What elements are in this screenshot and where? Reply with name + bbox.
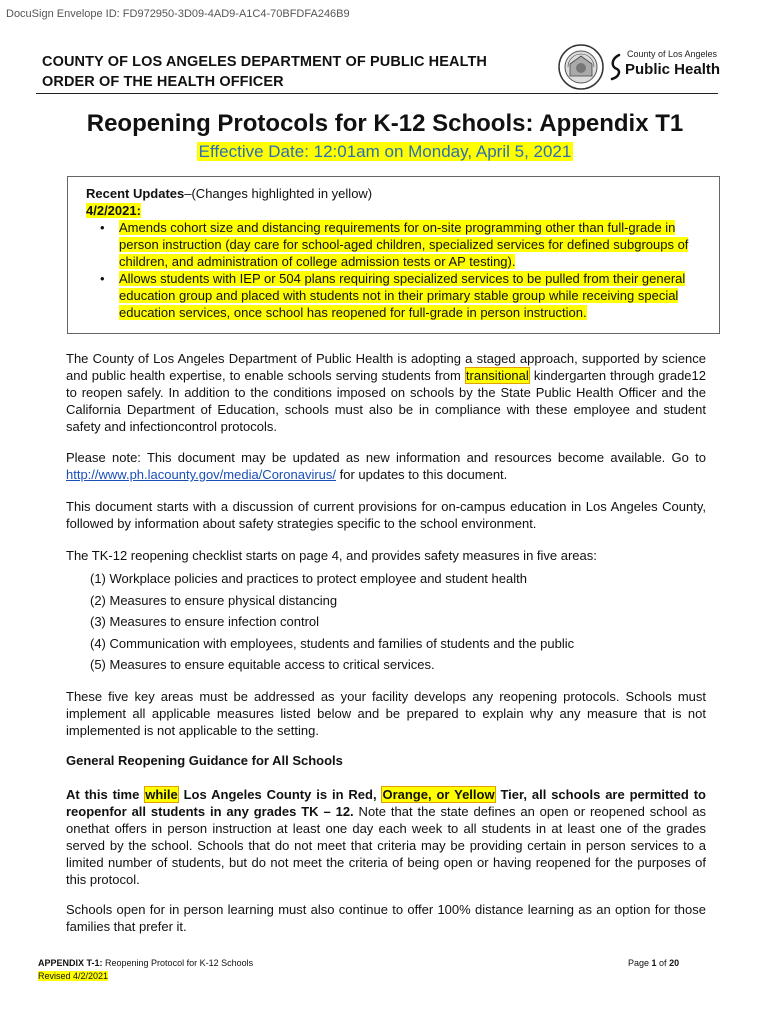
footer-revised (38, 971, 108, 981)
intro-text: The County of Los Angeles Department of Public Health is adopting a staged approach, supported by science and public health expertise, to enable schools serving students from (66, 351, 706, 383)
footer-revised-text: Revised 4/2/2021 (38, 971, 109, 981)
highlight-transitional: transitional (465, 368, 529, 383)
effective-date-text: Effective Date: 12:01am on Monday, April 5, 2021 (198, 142, 572, 161)
tier-text-rest: Note that the state defines an open or reopened school as onethat offers in person instruction at least one day each week to all students in at least one of the grades served by the school. Schools that do not meet that criteria may be providing certain in person services to a limited number of students, but do not meet the criteria of being open or having reopened for the purposes of this protocol. (66, 804, 706, 887)
page-prefix: Page (628, 958, 652, 968)
paragraph-checklist: The TK-12 reopening checklist starts on page 4, and provides safety measures in five areas: (66, 548, 597, 563)
paragraph-note (66, 449, 706, 483)
public-health-logo (609, 47, 721, 87)
intro-text-rest: kindergarten through grade12 to reopen safely. In addition to the conditions imposed on schools by the State Public Health Officer and the California Department of Education, schools must also be in compliance with these employee and student safety and infectioncontrol protocols. (66, 368, 706, 434)
dept-line-2: ORDER OF THE HEALTH OFFICER (42, 74, 284, 90)
footer-page-number (628, 958, 679, 968)
list-item: (4) Communication with employees, students and families of students and the public (90, 635, 575, 651)
paragraph-distance-learning: Schools open for in person learning must also continue to offer 100% distance learning as an option for those families that prefer it. (66, 902, 706, 934)
list-item: (2) Measures to ensure physical distancing (90, 592, 338, 608)
page-num: 1 (651, 958, 657, 968)
update-bullet (86, 219, 716, 270)
updates-heading-rest: –(Changes highlighted in yellow) (184, 186, 373, 201)
effective-date (0, 142, 770, 162)
county-seal-icon (558, 44, 604, 90)
tier-bold-1: At this time (66, 787, 145, 802)
recent-updates-box (67, 176, 720, 334)
update-bullet (86, 270, 716, 321)
updates-date (86, 202, 716, 219)
tier-bold-2: Los Angeles County is in Red, (178, 787, 382, 802)
tier-bold-3: Tier, all schools are permitted to reopenfor all students in any grades TK – 12. (66, 787, 706, 819)
update-bullet-text: Allows students with IEP or 504 plans requiring specialized services to be pulled from their general education group and placed with students not in their primary stable group while receiving special education services, once school has reopened for full-grade in person instruction. (119, 271, 686, 320)
coronavirus-link[interactable]: http://www.ph.lacounty.gov/media/Coronavirus/ (66, 467, 337, 482)
paragraph-intro (66, 350, 706, 435)
updates-heading-bold: Recent Updates (86, 186, 185, 201)
areas-list (90, 568, 574, 676)
page-total: 20 (669, 958, 680, 968)
department-header (42, 52, 487, 92)
footer-appendix-text: Reopening Protocol for K-12 Schools (102, 958, 254, 968)
list-item: (5) Measures to ensure equitable access to critical services. (90, 657, 435, 672)
note-text: Please note: This document may be updated as new information and resources become available. Go to (66, 450, 706, 465)
update-bullet-text: Amends cohort size and distancing requirements for on-site programming other than full-grade in person instruction (day care for school-aged children, specialized services for defined subgroups of children, and administration of college admission tests or AP testing). (119, 220, 689, 269)
paragraph-discussion: This document starts with a discussion of current provisions for on-campus education in Los Angeles County, followed by information about safety strategies specific to the school environment. (66, 499, 706, 531)
logo-small-text: County of Los Angeles (627, 49, 718, 59)
footer-appendix-bold: APPENDIX T-1: (38, 958, 103, 968)
footer-appendix (38, 958, 253, 968)
paragraph-tier (66, 786, 706, 888)
bullet-icon: • (100, 271, 105, 286)
list-item: (1) Workplace policies and practices to protect employee and student health (90, 571, 527, 586)
envelope-id: DocuSign Envelope ID: FD972950-3D09-4AD9-A1C4-70BFDFA246B9 (6, 8, 350, 20)
dept-line-1: COUNTY OF LOS ANGELES DEPARTMENT OF PUBLIC HEALTH (42, 54, 488, 70)
document-title: Reopening Protocols for K-12 Schools: Appendix T1 (86, 110, 684, 137)
note-text-rest: for updates to this document. (336, 467, 508, 482)
logo-big-text: Public Health (625, 61, 721, 78)
header-divider (36, 93, 718, 94)
section-heading: General Reopening Guidance for All Schools (66, 753, 343, 768)
highlight-while: while (145, 787, 178, 802)
list-item: (3) Measures to ensure infection control (90, 614, 320, 629)
updates-heading (86, 185, 716, 202)
updates-date-text: 4/2/2021: (86, 203, 141, 218)
paragraph-key-areas: These five key areas must be addressed as your facility develops any reopening protocols. Schools must implement all applicable measures listed below and be prepared to explain why any measure that is not implemented is not applicable to the setting. (66, 689, 706, 738)
public-health-mark-icon (609, 53, 623, 81)
page-mid: of (656, 958, 670, 968)
highlight-tiers: Orange, or Yellow (382, 787, 495, 802)
bullet-icon: • (100, 220, 105, 235)
